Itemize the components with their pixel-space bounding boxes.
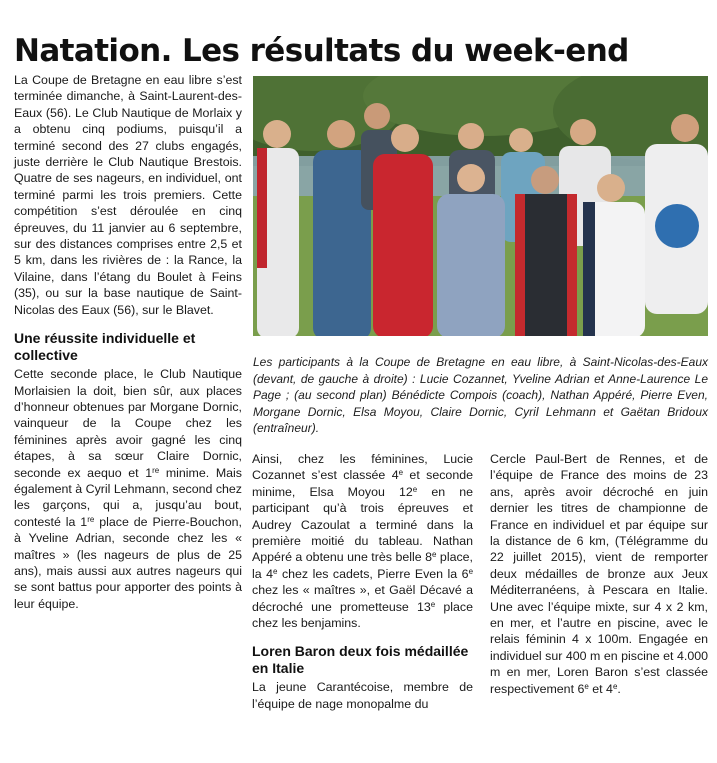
article-column-1: [14, 72, 242, 612]
section-body-loren-baron: Cercle Paul-Bert de Rennes, et de l’équipe de France des moins de 23 ans, après avoir décroché en juin dernier les titres de championne de France en individuel et par équipe sur la distance de 6 km, (Télégramme du 22 juillet 2015), vient de remporter deux médailles de bronze aux Jeux Méditerranéens, à Pescara en Italie. Une avec l’équipe mixte, sur 4 x 2 km, en mer, et l’autre en piscine, avec le relais féminin 4 x 100m. Engagée en individuel sur 400 m en piscine et 4.000 m en mer, Loren Baron s’est classée respectivement 6e et 4e.: [490, 452, 708, 696]
section-body-reussite: Cette seconde place, le Club Nautique Morlaisien la doit, bien sûr, aux places d’honneur obtenues par Morgane Dornic, vainqueur de la Coupe chez les féminines après avoir gagné les cinq étapes, à sa sœur Claire Dornic, seconde ex aequo et 1re minime. Mais également à Cyril Lehmann, second chez les garçons, qui a, jusqu’au bout, contesté la 1re place de Pierre-Bouchon, à Yveline Adrian, seconde chez les « maîtres » (les nageurs de plus de 25 ans), mais aussi aux autres nageurs qui se sont battus pour apporter des points à leur équipe.: [14, 367, 242, 611]
article-column-3: [490, 451, 708, 697]
article-intro: La Coupe de Bretagne en eau libre s’est terminée dimanche, à Saint-Laurent-des-Eaux (56). Le Club Nautique de Morlaix y a obtenu cinq podiums, puisqu’il a terminé second des 27 clubs engagés, juste derrière le Club Nautique Brestois. Quatre de ses nageurs, en individuel, ont terminé parmi les trois premiers. Cette compétition s’est déroulée en cinq épreuves, du 11 janvier au 6 septembre, sur des distances comprises entre 2,5 et 5 km, dans les rivières de : la Rance, la Vilaine, dans l’étang du Boulet à Feins (35), ou sur la base nautique de Saint-Nicolas des Eaux (56), sur le Blavet.: [14, 73, 242, 317]
article-photo: [253, 76, 708, 336]
group-photo-illustration: [253, 76, 708, 336]
photo-caption: Les participants à la Coupe de Bretagne en eau libre, à Saint-Nicolas-des-Eaux (devant, de gauche à droite) : Lucie Cozannet, Yveline Adrian et Anne-Laurence Le Page ; (au second plan) Bénédicte Compois (coach), Nathan Appéré, Pierre Even, Morgane Dornic, Elsa Moyou, Claire Dornic, Cyril Lehmann et Gaëtan Bridoux (entraîneur).: [253, 355, 708, 436]
section-title-loren-baron: Loren Baron deux fois médaillée en Italie: [252, 643, 469, 677]
section-title-reussite: Une réussite individuelle et collective: [14, 330, 196, 364]
article-column-2: [252, 451, 473, 712]
article-headline: Natation. Les résultats du week-end: [14, 32, 629, 69]
section-body-loren-baron-start: La jeune Carantécoise, membre de l’équipe de nage monopalme du: [252, 680, 473, 711]
section-body-reussite-cont: Ainsi, chez les féminines, Lucie Cozannet s’est classée 4e et seconde minime, Elsa Moyou 12e en ne participant qu’à trois épreuves et Audrey Cazoulat a terminé dans la première moitié du tableau. Nathan Appéré a obtenu une très belle 8e place, la 4e chez les cadets, Pierre Even la 6e chez les « maîtres », et Gaël Décavé a décroché une prometteuse 13e place chez les benjamins.: [252, 452, 474, 631]
